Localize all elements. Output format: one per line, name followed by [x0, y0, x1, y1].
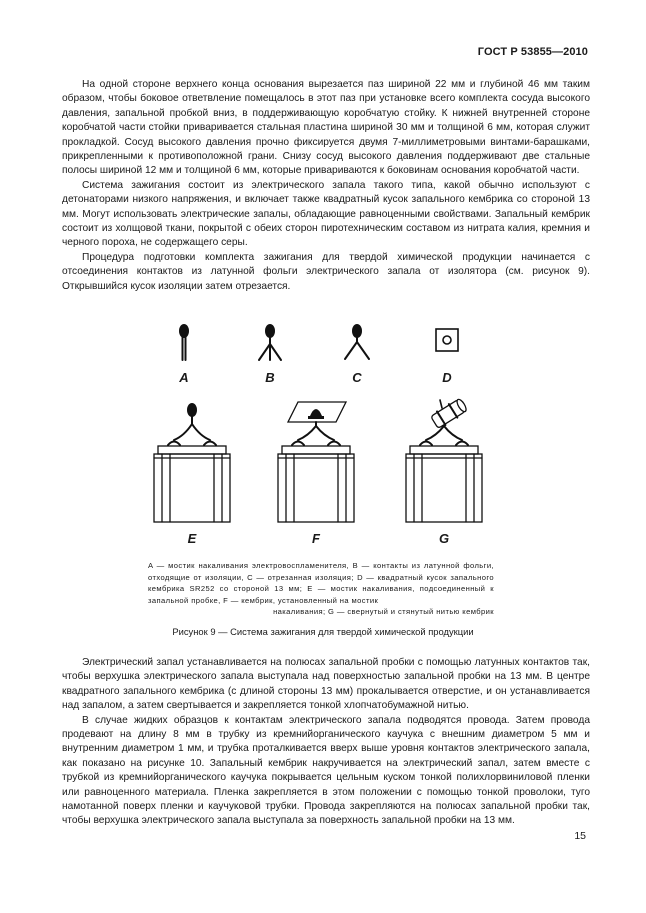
paragraph: Система зажигания состоит из электрического запала такого типа, какой обычно используют с детонаторами низкого напряжения, и включает также квадратный кусок запального кембрика со стороной 13 мм. Могут использовать электрические запалы, обладающие равноценными свойствами. Запальный кембрик состоит из холщовой ткани, покрытой с обеих сторон пиротехническим составом из нитрата калия, кремния и черного пороха, не содержащего серы.	[62, 179, 590, 249]
paragraph: Электрический запал устанавливается на полюсах запальной пробки с помощью латунных контактов так, чтобы верхушка электрического запала выступала над поверхностью запальной пробки на 13 мм. В центре квадратного запального кембрика (с длиной стороны 13 мм) прокалывается отверстие, и он устанавливается над запалом, а затем свертывается и закрепляется тонкой хлопчатобумажной нитью.	[62, 657, 590, 712]
figure-label-e: E	[187, 531, 197, 546]
figure-legend	[148, 560, 494, 618]
legend-text-last: накаливания; G — свернутый и стянутый нитью кембрик	[273, 607, 494, 616]
document-header: ГОСТ Р 53855—2010	[477, 46, 588, 58]
cambric-square-drawing	[436, 329, 458, 351]
legend-text: A — мостик накаливания электровоспламенителя, B — контакты из латунной фольги, отходящие от изоляции, C — отрезанная изоляция; D — квадратный кусок запального кембрика SR252 со стороной 13 мм; E — мостик накаливания, подсоединенный к запальной пробке, F — кембрик, установленный на мостик	[148, 561, 494, 605]
plug-e-drawing	[154, 403, 230, 522]
figure-ignition-system	[140, 312, 510, 562]
page-number: 15	[574, 830, 586, 842]
igniter-a-drawing	[179, 324, 189, 360]
figure-label-g: G	[438, 531, 450, 546]
figure-caption: Рисунок 9 — Система зажигания для твердой химической продукции	[172, 626, 474, 637]
paragraph: В случае жидких образцов к контактам электрического запала подводятся провода. Затем провода продевают на длину 8 мм в трубку из кремнийорганического каучука с внешним диаметром 5 мм и внутренним диаметром 1 мм, и трубка проталкивается вверх выше уровня контактов электрического запала, как показано на рисунке 10. Запальный кембрик накручивается на электрический запал, затем вместе с трубкой из кремнийорганического каучука покрывается цельным куском тонкой полихлорвиниловой пленки или равноценного материала. Пленка закрепляется в этом положении с помощью тонкой проволоки, туго намотанной поверх пленки и каучуковой трубки. Провода закрепляются на полюсах запальной пробки так, чтобы верхушка электрического запала выступала за поверхность запальной пробки на 13 мм.	[62, 714, 590, 827]
plug-f-drawing	[278, 402, 354, 522]
text-block-top	[62, 78, 590, 294]
ignition-diagram	[140, 312, 510, 562]
figure-label-c: C	[352, 370, 362, 385]
figure-label-d: D	[442, 370, 452, 385]
figure-label-a: A	[179, 370, 189, 385]
paragraph: Процедура подготовки комплекта зажигания для твердой химической продукции начинается с отсоединения контактов из латунной фольги электрического запала от изолятора (см. рисунок 9). Открывшийся кусок изоляции затем отрезается.	[62, 251, 590, 292]
igniter-c-drawing	[345, 324, 369, 359]
figure-label-b: B	[265, 370, 275, 385]
text-block-bottom	[62, 656, 590, 829]
igniter-b-drawing	[259, 324, 281, 360]
plug-g-drawing	[406, 397, 482, 522]
figure-label-f: F	[312, 531, 320, 546]
paragraph: На одной стороне верхнего конца основания вырезается паз шириной 22 мм и глубиной 46 мм таким образом, чтобы боковое ответвление помещалось в этот паз при установке всего комплекта сосуда высокого давления, запальной пробкой вниз, в поддерживающую коробчатую стойку. К нижней внутренней стороне коробчатой части стойки приваривается стальная пластина шириной 30 мм и толщиной 6 мм, которая служит прокладкой. Сосуд высокого давления прочно фиксируется двумя 7-миллиметровыми винтами-барашками, прикрепленными к противоположной грани. Снизу сосуд высокого давления поддерживают две стальные полосы шириной 12 мм и толщиной 6 мм, которые привариваются к боковинам основания коробчатой части.	[62, 79, 590, 177]
